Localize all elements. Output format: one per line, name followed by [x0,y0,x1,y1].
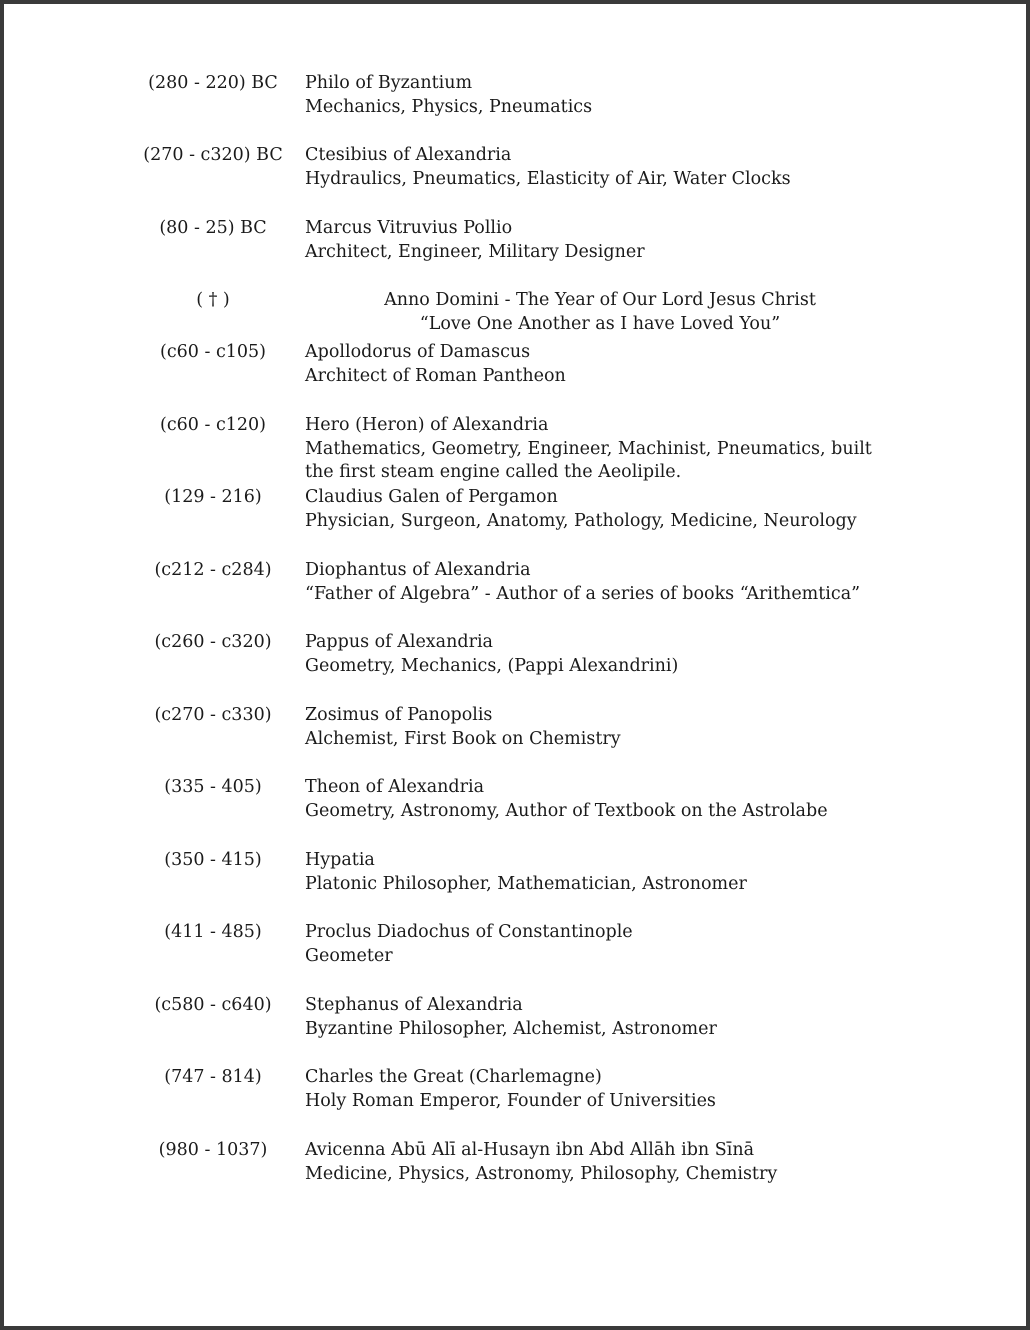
entry-date: (980 - 1037) [158,1140,268,1160]
entry-name: Stephanus of Alexandria [305,995,523,1015]
entry-name: Apollodorus of Damascus [305,342,531,362]
entry-date: (129 - 216) [164,487,262,507]
entry-description: Mechanics, Physics, Pneumatics [305,96,593,117]
entry-name: Charles the Great (Charlemagne) [305,1067,602,1087]
entry-description: Medicine, Physics, Astronomy, Philosophy, Chemistry [305,1163,778,1184]
entry-description: Alchemist, First Book on Chemistry [305,728,621,749]
entry-date: (c60 - c120) [160,415,266,435]
entry-name: Diophantus of Alexandria [305,560,531,580]
entry-date: (411 - 485) [164,922,262,942]
entry-date: (280 - 220) BC [148,73,278,93]
entry-name: Ctesibius of Alexandria [305,145,512,165]
entry-name: Pappus of Alexandria [305,632,493,652]
entry-description: Geometry, Astronomy, Author of Textbook on the Astrolabe [305,800,828,821]
entry-date: (c212 - c284) [154,560,272,580]
entry-name: Avicenna Abū Alī al-Husayn ibn Abd Allāh ibn Sīnā [305,1140,755,1160]
entry-description: “Father of Algebra” - Author of a series of books “Arithemtica” [305,583,861,604]
entry-description: Geometry, Mechanics, (Pappi Alexandrini) [305,655,679,676]
entry-description: Byzantine Philosopher, Alchemist, Astronomer [305,1018,717,1039]
entry-description: Architect of Roman Pantheon [305,365,566,386]
entry-date: (c580 - c640) [154,995,272,1015]
entry-date: (80 - 25) BC [159,218,267,238]
entry-date: (335 - 405) [164,777,262,797]
entry-name: Zosimus of Panopolis [305,705,493,725]
entry-name: Hypatia [305,850,375,870]
entry-date: (270 - c320) BC [143,145,283,165]
entry-description: Hydraulics, Pneumatics, Elasticity of Air, Water Clocks [305,168,791,189]
entry-date: (c270 - c330) [154,705,272,725]
entry-name: Hero (Heron) of Alexandria [305,415,549,435]
entry-date: (c260 - c320) [154,632,272,652]
entry-description: Holy Roman Emperor, Founder of Universities [305,1090,716,1111]
entry-date: (747 - 814) [164,1067,262,1087]
entry-description: Architect, Engineer, Military Designer [305,241,645,262]
entry-name: Theon of Alexandria [305,777,485,797]
entry-description: Platonic Philosopher, Mathematician, Astronomer [305,873,747,894]
cross-marker: ( † ) [196,290,230,310]
entry-name: Marcus Vitruvius Pollio [305,218,513,238]
entry-description: Physician, Surgeon, Anatomy, Pathology, Medicine, Neurology [305,510,857,531]
entry-date: (350 - 415) [164,850,262,870]
entry-description: the first steam engine called the Aeolipile. [305,462,682,482]
entry-description: Mathematics, Geometry, Engineer, Machinist, Pneumatics, built [305,438,872,459]
entry-description: Geometer [305,945,393,966]
entry-name: Proclus Diadochus of Constantinople [305,922,633,942]
anno-domini-quote: “Love One Another as I have Loved You” [419,313,781,334]
entry-name: Claudius Galen of Pergamon [305,487,558,507]
entry-date: (c60 - c105) [160,342,266,362]
anno-domini-title: Anno Domini - The Year of Our Lord Jesus Christ [384,290,816,310]
entry-name: Philo of Byzantium [305,73,473,93]
